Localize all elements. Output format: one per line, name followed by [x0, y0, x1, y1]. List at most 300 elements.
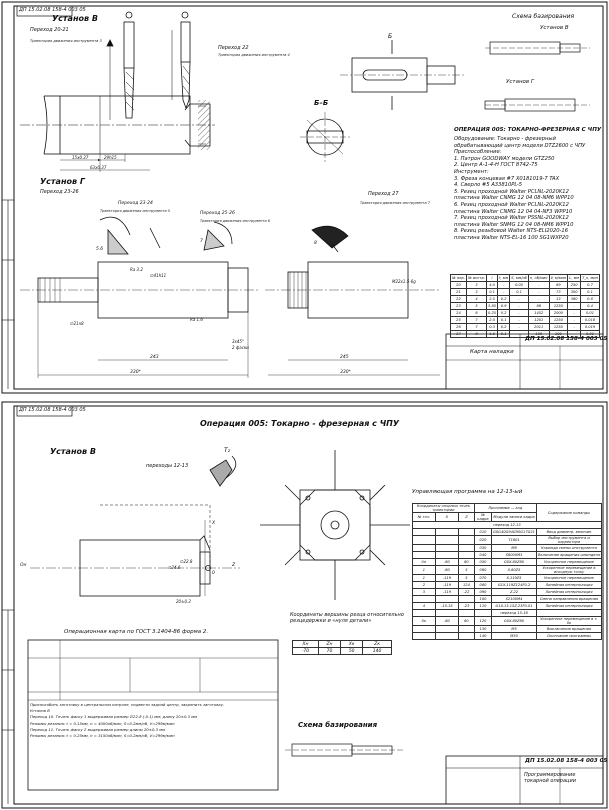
table-cell: 60: [459, 559, 475, 566]
table-cell: 0.4: [581, 303, 600, 310]
table-header-cell: V, м/мин: [550, 276, 567, 280]
table-header-cell: i: [487, 275, 498, 282]
table-cell: Включение вращения шпинделя: [537, 553, 600, 557]
table-cell: 0.01: [581, 331, 600, 338]
table-cell: [459, 552, 475, 559]
table-cell: 100: [549, 331, 568, 338]
table-cell: [413, 633, 436, 640]
op-line: пластина Walter CNMG 12 04 04-NF3 WPP10: [454, 208, 573, 215]
op-line: 1. Патрон GOODWAY модели GTZ250: [454, 155, 555, 162]
table-cell: 140: [363, 648, 392, 655]
table-cell: [435, 626, 458, 633]
table-cell: 0.2: [498, 296, 510, 303]
table-cell: -15.15: [435, 603, 458, 610]
dim-label: X: [212, 521, 216, 526]
section-bb: [300, 112, 350, 162]
table-cell: 6: [466, 310, 486, 317]
table-cell: [413, 529, 436, 536]
program-title: Управляющая программа на 12-13-ый: [412, 489, 523, 495]
basing-setup-g: Установ Г: [506, 79, 534, 85]
table-header-cell: № инстр.: [467, 276, 485, 280]
table-cell: 250: [568, 282, 581, 289]
table-cell: [474, 610, 491, 617]
table-cell: 0.1: [498, 317, 510, 324]
table-header-cell: № пер.: [452, 276, 465, 280]
dim-label: 330*: [130, 370, 141, 375]
dim-label: 29h15: [104, 155, 117, 160]
table-header-row: [451, 275, 600, 282]
end-mill-3: [107, 12, 134, 120]
table-header-cell: Zн: [318, 641, 340, 648]
tool-path-3: Траектория движения инструмента 3: [30, 39, 102, 43]
op-line: Оборудование: Токарно - фрезерный: [454, 136, 556, 142]
table-cell: [413, 626, 436, 633]
table-cell: [459, 596, 475, 603]
table-cell: 0.25: [488, 311, 497, 315]
table-row: [413, 617, 602, 626]
table-cell: 2000: [549, 310, 568, 317]
op-line: 6. Резец проходной Walter PCLNL-2020K12: [454, 201, 569, 208]
operation-description: [454, 136, 585, 242]
table-cell: 300: [568, 289, 581, 296]
table-cell: -22: [459, 589, 475, 596]
cutting-modes-table: [450, 274, 600, 338]
opcard-rows: [30, 702, 224, 739]
table-cell: [459, 626, 475, 633]
table-cell: X-119Z5: [492, 575, 537, 582]
table-cell: Выбор инструмента и корректора: [536, 536, 601, 545]
table-cell: -: [510, 310, 529, 317]
table-cell: M30: [492, 633, 537, 640]
table-cell: 1250: [549, 324, 568, 331]
table-cell: 0.1: [581, 289, 600, 296]
table-cell: 1: [413, 575, 436, 582]
table-cell: 2011: [528, 324, 549, 331]
setup-v-title: Установ В: [52, 14, 98, 23]
transition-20-21: Переход 20-21: [30, 27, 69, 33]
table-cell: 4.0: [487, 282, 498, 289]
table-cell: 0н: [413, 559, 436, 566]
table-cell: 0.3: [487, 324, 498, 331]
shaft-keyway-view: [340, 40, 465, 110]
shaft-setup-g-right: [265, 226, 440, 318]
table-row: [451, 289, 600, 296]
table-cell: 100: [474, 596, 491, 603]
table-cell: 120: [474, 617, 491, 626]
table-cell: 2: [413, 582, 436, 589]
table-cell: 20: [451, 282, 467, 289]
basing-setup-v: Установ В: [540, 25, 569, 31]
transition-22: Переход 22: [218, 45, 249, 51]
table-cell: Смена направления вращения: [536, 596, 601, 603]
table-cell: 25: [451, 317, 467, 324]
table-cell: M6: [492, 545, 537, 552]
table-cell: переход 12-13: [413, 522, 602, 529]
table-cell: Окончание программы: [536, 633, 601, 640]
table-cell: -: [498, 282, 510, 289]
table-header-cell: № кадра: [474, 513, 491, 522]
table-header-row: [293, 641, 392, 648]
op-line: Приспособление:: [454, 149, 502, 156]
transition-27: Переход 27: [368, 191, 399, 197]
table-cell: [413, 610, 436, 617]
tool-path-4: Траектория движения инструмента 4: [218, 53, 290, 57]
table-cell: 23: [451, 303, 467, 310]
transitions-label: переходы 12-13: [146, 463, 189, 469]
table-cell: 0.9: [498, 303, 510, 310]
table-row: [413, 610, 602, 617]
table-cell: Команда смены инструмента: [536, 545, 601, 552]
table-header-cell: L, мм: [569, 276, 579, 280]
table-cell: [435, 529, 458, 536]
basing-schemes: [485, 42, 590, 111]
table-cell: 3: [466, 282, 486, 289]
table-cell: Ускоренное перемещение: [536, 575, 601, 582]
table-row: [413, 529, 602, 536]
table-cell: 73: [549, 289, 568, 296]
op-line: пластина Walter SNMG 12 04 08-NM6 WPP10: [454, 221, 574, 228]
table-header-cell: Xк: [341, 641, 363, 648]
table-cell: [459, 545, 475, 552]
opcard-row: Переход 10. Точить фаску 1 выдерживая размер ∅22.8 (-0.1) мм; длину 20±0.3 мм: [30, 714, 197, 720]
dim-label: Ra 3.2: [130, 267, 143, 272]
op-line: пластина Walter CNMG 12 04 08-NM6 WPP10: [454, 195, 574, 202]
tool-path-5: Траектория движения инструмента 5: [100, 209, 170, 213]
table-cell: 124: [459, 582, 475, 589]
table-cell: 090: [474, 589, 491, 596]
table-cell: -: [528, 289, 549, 296]
op-line: 2. Центр A-1-4-Н ГОСТ 8742-75: [454, 162, 538, 169]
opcard-row: Установ В: [30, 708, 50, 714]
table-cell: 1452: [528, 310, 549, 317]
shaft-setup-v: [20, 96, 215, 154]
table-cell: Z-22: [492, 589, 537, 596]
stamp-code-2: ДП 15.02.08 158-4 003 05: [525, 758, 608, 764]
table-row: [293, 648, 392, 655]
table-cell: 1.0: [487, 331, 498, 338]
dim-label: ∅41h11: [150, 273, 167, 278]
dim-label: 0: [212, 571, 215, 576]
table-cell: Ввод диаметр. величин: [536, 529, 601, 536]
transition-23-26: Переход 23-26: [40, 189, 79, 195]
table-row: [413, 522, 602, 529]
table-cell: 010: [474, 529, 491, 536]
table-header-cell: t, мм: [499, 276, 509, 280]
table-row: [413, 589, 602, 596]
table-cell: 0.01: [581, 310, 600, 317]
table-cell: -: [568, 303, 581, 310]
table-cell: 1250: [549, 303, 568, 310]
table-cell: -: [510, 296, 529, 303]
table-cell: -: [510, 317, 529, 324]
table-cell: [435, 633, 458, 640]
table-cell: -: [528, 282, 549, 289]
table-cell: [435, 610, 458, 617]
table-cell: [459, 633, 475, 640]
table-row: [413, 603, 602, 610]
table-cell: 060: [474, 566, 491, 575]
dim-label: 63x0.37: [90, 165, 107, 170]
table-header-cell: S, мм/об: [511, 276, 527, 280]
table-header-cell: T_o, мин: [582, 276, 598, 280]
setup-title-2: Установ В: [50, 447, 96, 456]
stamp-title-2: Программирование токарной операции: [524, 772, 576, 784]
tool-path-7: Траектория движения инструмента 7: [360, 201, 430, 205]
table-cell: 360: [568, 296, 581, 303]
table-cell: G0G40G94G90G17G21: [493, 530, 535, 534]
table-cell: 0.2: [498, 324, 510, 331]
basing-scheme-2: [285, 744, 405, 756]
table-cell: M5: [492, 626, 537, 633]
table-cell: -: [568, 317, 581, 324]
op-line: 4. Сверло #5 A33810PL-5: [454, 182, 523, 189]
transition-23-24: Переход 23-24: [118, 201, 153, 206]
dim-label: 20±0.3: [176, 599, 191, 604]
table-row: [413, 536, 602, 545]
opcard-row: Режимы резания: t = 0.15мм, n = 4000об/мин, S=0.2мм/об, V=299м/мин: [30, 720, 175, 726]
table-row: [413, 596, 602, 603]
table-cell: [459, 536, 475, 545]
table-header-cell: Содержание команды: [536, 504, 601, 522]
table-cell: 070: [474, 575, 491, 582]
dim-label: M22x1.5-6g: [392, 279, 416, 284]
table-header-cell: X: [435, 513, 458, 522]
drill-4: [172, 12, 190, 108]
dim-label: Oн: [20, 563, 27, 568]
tool-path-6: Траектория движения инструмента 6: [200, 219, 270, 223]
program-table-body: [413, 529, 602, 640]
table-cell: 70: [318, 648, 340, 655]
table-cell: 27: [451, 331, 467, 338]
table-cell: -: [510, 303, 529, 310]
table-cell: 110: [474, 603, 491, 610]
transition-25-26: Переход 25-26: [200, 211, 235, 216]
dim-label: 243: [150, 355, 159, 360]
table-row: [413, 545, 602, 552]
table-cell: переход 15-16: [492, 610, 537, 617]
table-cell: [413, 536, 436, 545]
table-cell: -119: [435, 589, 458, 596]
table-cell: -60: [435, 566, 458, 575]
dim-label: ∅22.8: [180, 559, 193, 564]
table-cell: 4: [466, 296, 486, 303]
table-cell: 8: [466, 331, 486, 338]
op-line: 5. Резец проходной Walter PCLNL-2020K12: [454, 188, 569, 195]
table-row: [413, 582, 602, 589]
table-cell: 3: [413, 589, 436, 596]
dim-label: 8: [314, 241, 317, 246]
table-row: [451, 310, 600, 317]
table-cell: S6000M3: [492, 552, 537, 559]
table-cell: Линейная интерполяция: [536, 589, 601, 596]
table-cell: 4: [413, 603, 436, 610]
op-line: 7. Резец проходной Walter PSSNL-2020K12: [454, 215, 569, 222]
table-cell: G1X-15.15Z-23F0.01: [492, 603, 537, 610]
drawing-sheet-2: [0, 400, 609, 810]
op-line: обрабатывающий центр модели DTZ2600 с ЧПУ: [454, 142, 586, 149]
table-cell: 0.1: [487, 289, 498, 296]
table-cell: [459, 610, 475, 617]
table-cell: 60: [459, 617, 475, 626]
op-line: 8. Резец резьбовой Walter NTS-ELI2020-16: [454, 228, 569, 235]
table-header-cell: Xн: [293, 641, 319, 648]
table-cell: [435, 536, 458, 545]
dim-label: 15x0.37: [72, 155, 89, 160]
table-cell: -119: [435, 575, 458, 582]
op-line: 3. Фреза концевая #7 X0181019-7 TAX: [454, 175, 560, 182]
table-cell: [413, 596, 436, 603]
table-cell: -23: [459, 603, 475, 610]
table-cell: 1201: [528, 317, 549, 324]
table-header-cell: n, об/мин: [529, 276, 548, 280]
table-header-cell: Программа — код: [474, 504, 536, 513]
table-cell: 0.8: [581, 296, 600, 303]
table-cell: -: [498, 289, 510, 296]
table-cell: 130: [474, 626, 491, 633]
table-cell: 1250: [549, 317, 568, 324]
table-cell: 040: [474, 552, 491, 559]
table-cell: Выключение вращения: [536, 626, 601, 633]
basing-title: Схема базирования: [512, 13, 575, 20]
table-cell: 5: [459, 575, 475, 582]
table-cell: -60: [435, 559, 458, 566]
table-cell: 0.7: [581, 282, 600, 289]
view-b-label: Б: [388, 33, 393, 40]
table-cell: [435, 545, 458, 552]
table-cell: Ускоренное перемещение: [536, 559, 601, 566]
table-cell: 69: [549, 282, 568, 289]
table-cell: 100: [528, 331, 549, 338]
table-cell: -119: [435, 582, 458, 589]
table-row: [413, 626, 602, 633]
table-cell: Ускоренное перемещение в т. 0к: [536, 617, 601, 626]
drawing-sheet-1: [0, 0, 609, 395]
dim-label: 2 фаски: [232, 345, 249, 350]
table-cell: 050: [474, 559, 491, 566]
table-header-cell: Zк: [363, 641, 392, 648]
table-cell: [459, 529, 475, 536]
table-header-cell: № точ.: [413, 513, 436, 522]
table-cell: 86: [528, 303, 549, 310]
dim-label: 3x45°: [232, 339, 245, 344]
table-cell: 3.85: [488, 304, 497, 308]
dim-label: ∅24.6: [168, 565, 181, 570]
table-cell: 26: [451, 324, 467, 331]
table-cell: S2100M4: [492, 596, 537, 603]
table-cell: 5: [459, 566, 475, 575]
table-cell: 2.0: [487, 317, 498, 324]
table-cell: G0X-60Z60: [492, 617, 537, 626]
basing-title-2: Схема базирования: [298, 721, 378, 729]
operation-title-2: Операция 005: Токарно - фрезерная с ЧПУ: [200, 419, 400, 428]
table-cell: X-60Z5: [492, 566, 537, 575]
table-cell: -60: [435, 617, 458, 626]
table-cell: -: [510, 324, 529, 331]
table-cell: [435, 596, 458, 603]
table-cell: 22: [451, 296, 467, 303]
table-cell: 0.05: [510, 282, 529, 289]
table-cell: 020: [474, 536, 491, 545]
table-cell: -70: [293, 648, 319, 655]
opcard-row: Переход 11. Точить фаску 2 выдерживая размер длины 20±0.3 мм: [30, 726, 165, 732]
table-row: [451, 282, 600, 289]
corner-code-2: ДП 15.02.08 158-4 003 05: [19, 407, 86, 413]
table-cell: 21: [451, 289, 467, 296]
table-cell: 7: [466, 317, 486, 324]
section-bb-label: Б–Б: [314, 99, 329, 107]
table-row: [413, 566, 602, 575]
dim-label: 7: [200, 239, 203, 244]
table-cell: G1X-119Z124F0.2: [492, 582, 537, 589]
table-header-cell: Z: [459, 513, 475, 522]
corner-code: ДП 15.02.08 158-4 003 05: [19, 7, 86, 13]
table-header-row: [413, 504, 602, 513]
table-cell: 5: [466, 303, 486, 310]
table-cell: [413, 545, 436, 552]
table-cell: 1: [413, 566, 436, 575]
opcard-title: Операционная карта по ГОСТ 3.1404-86 форма 2.: [64, 629, 209, 635]
table-cell: 030: [474, 545, 491, 552]
table-cell: 0.1: [498, 331, 510, 338]
table-row: [451, 324, 600, 331]
modes-table-body: [451, 282, 600, 338]
table-cell: 0.019: [581, 324, 600, 331]
dim-label: 245: [340, 355, 349, 360]
table-cell: 3: [466, 289, 486, 296]
dim-label: Ra 1.6: [190, 317, 203, 322]
opcard-row: Режимы резания: t = 0.25мм, n = 3150об/мин, S=0.2мм/об, V=299м/мин: [30, 733, 175, 739]
tool-label: T₂: [224, 447, 231, 454]
opcard-row: Приспособить заготовку в центральном патроне, подвести задний центр, закрепить заготовку.: [30, 702, 225, 707]
table-cell: [536, 610, 601, 617]
table-header-cell: Координаты опорных точек траектории: [413, 504, 475, 513]
table-cell: Линейная интерполяция: [536, 582, 601, 589]
table-cell: 7: [466, 324, 486, 331]
table-row: [413, 575, 602, 582]
table-cell: [435, 552, 458, 559]
table-cell: 0.1: [510, 289, 529, 296]
table-cell: -: [528, 296, 549, 303]
table-cell: -: [510, 331, 529, 338]
table-cell: Ускоренное перемещение в исходную точку: [536, 566, 601, 575]
dim-label: 330*: [340, 370, 351, 375]
table-row: [451, 303, 600, 310]
tool-turret: [260, 450, 410, 600]
table-cell: 0.018: [581, 317, 600, 324]
table-cell: Линейная интерполяция: [536, 603, 601, 610]
table-cell: 080: [474, 582, 491, 589]
table-row: [413, 633, 602, 640]
stamp-title: Карта наладки: [470, 349, 514, 355]
table-row: [413, 552, 602, 559]
table-cell: 13: [549, 296, 568, 303]
table-cell: -: [568, 331, 581, 338]
shaft-program: [30, 456, 240, 596]
table-cell: T1601: [492, 536, 537, 545]
setup-g-title: Установ Г: [40, 177, 85, 186]
op-line: пластина Walter NTS-EL-16 100 SG1WXP20: [454, 234, 569, 241]
table-cell: 0.2: [498, 310, 510, 317]
table-cell: 24: [451, 310, 467, 317]
dim-label: 5.6: [96, 247, 104, 252]
dim-label: Z: [232, 563, 236, 568]
table-cell: -: [568, 310, 581, 317]
coords-title: Координаты вершины резца относительно резцедержки и «нуля детали»: [290, 612, 404, 624]
stamp-code: ДП 15.02.08 158-4 003 05: [525, 336, 608, 342]
table-row: [451, 296, 600, 303]
table-cell: -: [568, 324, 581, 331]
table-cell: 140: [474, 633, 491, 640]
